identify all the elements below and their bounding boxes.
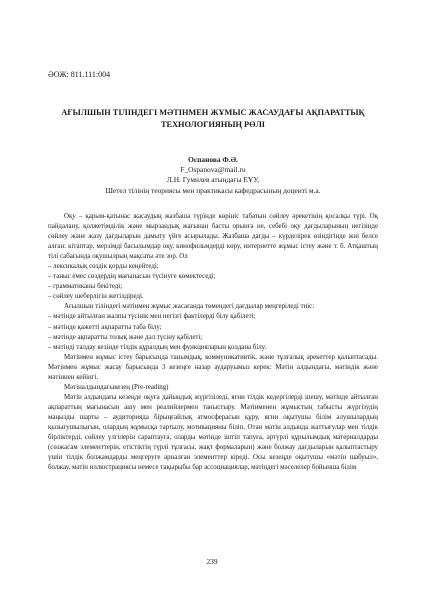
pre-reading-paragraph: Мәтін алдындағы кезеңде оқуға дайындық жүргізіледі, яғни тілдік кедергілерді шешу, мәтінде айтылған ақпараттың мағынасын ашу мен реалийлермен таныстыру. Мәтінменен жұмыстың табысты жүргізудің маңызды шарты – аудиторияда бірыңғайлық атмосферасын құру, яғни оқытушы білім алушылардың қызығушылығын, олардың жұмысқа тартылу, мотивацияны біліп. Отан мәтін алдында жаттығулар мен тілдік бірліктерді, сөйлеу үлгілерін сараптауға, оларды мәтінде іштіп тапуға, әртүрлі құрылымдық материалдарды (сөзжасам элементтерін, етістіктің түрлі тұлғасы, жақт формаларын) және болжау дағдыларын қалыптастыру үшін тілдік болжамдарды меңгеруге арналған элементтер кіреді. Осы кезеңде оқытушы «мәтін шабуыл», болжау, мәтін иллюстрациясы немесе тақырыбы бар ассоциациялар, мәтіндегі мәселелер бойынша білім	[48, 393, 378, 472]
list-item: – грамматиканы бекітеді;	[48, 283, 123, 291]
abilities-list	[48, 312, 378, 352]
list-item: – мәтінде ақпаратты толық және дәл түсіну қабілеті;	[48, 333, 203, 341]
udc-code: ӘОЖ: 811.111:004	[48, 70, 111, 79]
author-email: F_Ospanova@mail.ru	[180, 165, 246, 175]
list-item: – сөйлеу шеберлігін жетілдіреді.	[48, 293, 144, 301]
list-item: – лексикалық сөздік қорды кеңейтеді;	[48, 263, 159, 271]
list-item: – мәтінде айтылған жалпы түсінік мен негізгі фактілерді білу қабілеті;	[48, 313, 256, 321]
list-item: – мәтінді талдау кезінде тілдік құралдың мен функцияларын қолдана білу.	[48, 343, 267, 351]
article-title	[48, 107, 378, 131]
pre-reading-heading: Мәтіналдындағыкезең (Pre-reading)	[64, 383, 169, 391]
stages-paragraph: Мәтінмен жұмыс істеу барысында танымдық, коммуникативтік, және тұлғалық әрекеттер қалыптасады. Мәтінмен жұмыс жасау барысында 3 кезеңге назар аударуымыз керек: Мәтін алдындағы, мәтіндік және мәтіннен кейінгі.	[48, 353, 378, 381]
skills-list	[48, 262, 378, 302]
intro-paragraph: Оқу – қарым-қатынас жасаудың жазбаша түрінде көрініс табатын сөйлеу әрекетінің қосалқы түрі. Оқ пайдалану, қолжетімділік және мырзандық жағынан басты орынға не, себебі оқу дағдыларының негізінде сөйлеу және жазу дағдыларын дамыту үйге асырылады. Жазбаша дағды – күрделірек өзіндігінде жиі белсе алған: кітаптар, мерзімді басылымдар оқу, кинофильмдерді көру, интернетте жұмыс істеу және т. б. Атқаштың тілі сабағында оқушылрың мақсаты әте зор. Ол	[48, 213, 378, 261]
skills-intro-paragraph: Ағылшын тіліндегі мәтінмен жұмыс жасағанда төмендегі дағдылар меңгеріледі тиіс:	[64, 303, 315, 311]
title-line-1: АҒЫЛШЫН ТІЛІНДЕГІ МӘТІНМЕН ЖҰМЫС ЖАСАУДАҒЫ АҚПАРАТТЫҚ	[61, 108, 365, 117]
article-body	[48, 212, 378, 473]
author-name: Оспанова Ф.Ә.	[188, 155, 238, 164]
list-item: – таныс емес сөздердің мағынасын түсінуге көмектеседі;	[48, 273, 216, 281]
list-item: – мәтінде қажетті ақпаратты таба білу;	[48, 323, 162, 331]
author-university: Л.Н. Гумилев атындағы ЕҰУ,	[166, 175, 260, 185]
title-line-2: ТЕХНОЛОГИЯНЫҢ РӨЛІ	[161, 120, 265, 129]
page-number: 239	[206, 557, 218, 566]
author-block	[48, 155, 378, 196]
author-position: Шетел тілінің теориясы мен практикасы кафедрасының доценті м.а.	[105, 185, 321, 195]
